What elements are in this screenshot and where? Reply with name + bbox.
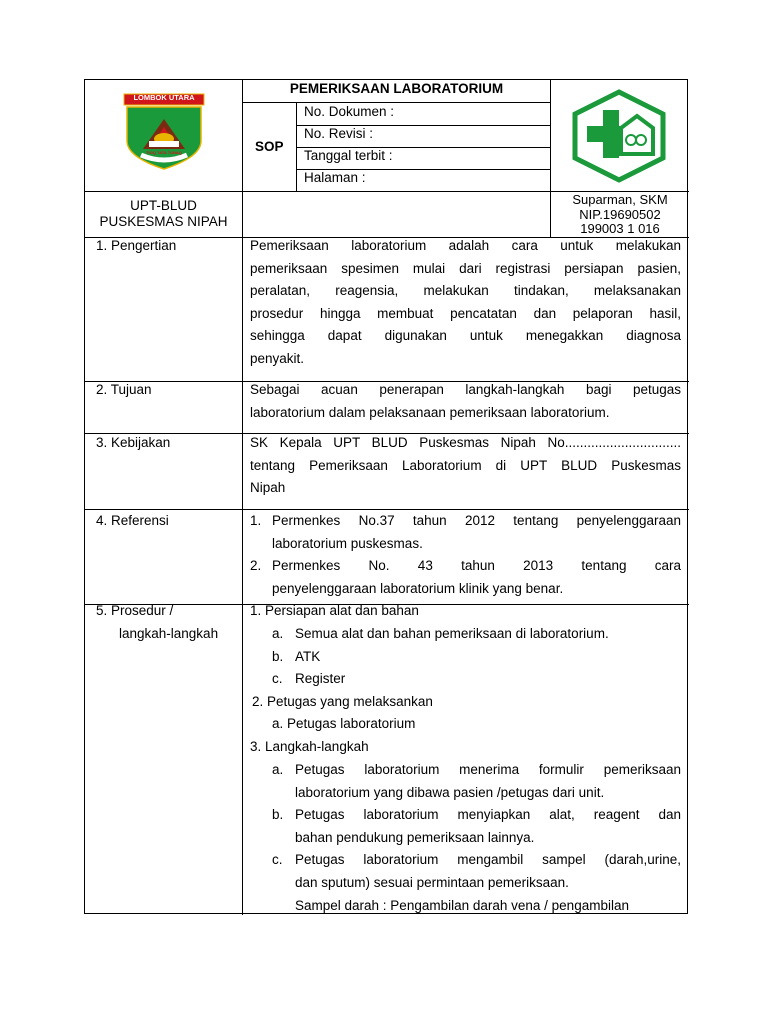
sampel-darah-line: Sampel darah : Pengambilan darah vena / pengambilan	[295, 898, 629, 913]
section-tujuan-text	[250, 379, 681, 424]
list-item-number: c.	[272, 671, 283, 686]
text-line: Petugas laboratorium mengambil sampel (darah,urine,	[295, 852, 681, 867]
section-pengertian-label: 1. Pengertian	[96, 238, 177, 253]
list-item-number: a.	[272, 626, 284, 641]
signer-block	[551, 193, 689, 237]
lombok-utara-crest-icon	[121, 91, 207, 171]
crest-motto-text: TIOQ TATA TUNAQ	[146, 150, 182, 155]
text-line: laboratorium puskesmas.	[272, 535, 423, 551]
list-item: ATK	[295, 649, 321, 664]
section-tujuan-label: 2. Tujuan	[96, 382, 152, 397]
referensi-item-1	[272, 510, 681, 555]
text-line: SK Kepala UPT BLUD Puskesmas Nipah No...............................	[250, 435, 681, 450]
text-line: bahan pendukung pemeriksaan lainnya.	[295, 829, 535, 845]
list-item-number: c.	[272, 852, 283, 867]
puskesmas-logo-icon	[569, 88, 669, 184]
referensi-item-number: 2.	[250, 558, 262, 573]
body-column-divider	[242, 237, 243, 915]
text-line: penyelenggaraan laboratorium klinik yang benar.	[272, 580, 564, 596]
text-line: Permenkes No.37 tahun 2012 tentang penyelenggaraan	[272, 513, 681, 528]
list-item-number: a.	[272, 762, 284, 777]
text-line: laboratorium dalam pelaksanaan pemeriksaan laboratorium.	[250, 404, 610, 420]
text-line: sehingga dapat digunakan untuk menegakkan diagnosa	[250, 328, 681, 343]
document-title: PEMERIKSAAN LABORATORIUM	[289, 81, 504, 96]
text-line: Petugas laboratorium menerima formulir pemeriksaan	[295, 762, 681, 777]
list-item: a. Petugas laboratorium	[272, 716, 416, 731]
list-item-number: b.	[272, 807, 284, 822]
text-line: Sebagai acuan penerapan langkah-langkah bagi petugas	[250, 382, 681, 397]
section-kebijakan-label: 3. Kebijakan	[96, 435, 171, 450]
text-line: peralatan, reagensia, melakukan tindakan, melaksanakan	[250, 283, 681, 298]
field-halaman: Halaman :	[304, 170, 366, 185]
list-item-number: b.	[272, 649, 284, 664]
field-no-revisi: No. Revisi :	[304, 126, 374, 141]
signer-name: Suparman, SKM	[572, 192, 668, 207]
langkah-item-b	[295, 804, 681, 849]
text-line: Nipah	[250, 480, 286, 495]
prosedur-step-3-heading: 3. Langkah-langkah	[250, 739, 369, 754]
list-item: Register	[295, 671, 346, 686]
list-item: Semua alat dan bahan pemeriksaan di laboratorium.	[295, 626, 609, 641]
signer-nip-line-2: 199003 1 016	[580, 221, 660, 236]
text-line: tentang Pemeriksaan Laboratorium di UPT BLUD Puskesmas	[250, 457, 681, 473]
section-prosedur-label-1: 5. Prosedur /	[96, 603, 174, 618]
field-tanggal-terbit: Tanggal terbit :	[304, 148, 393, 163]
sop-label: SOP	[255, 139, 284, 154]
section-referensi-label: 4. Referensi	[96, 513, 169, 528]
crest-banner-text: LOMBOK UTARA	[133, 93, 195, 102]
text-line: laboratorium yang dibawa pasien /petugas dari unit.	[295, 784, 605, 800]
section-pengertian-text	[250, 235, 681, 370]
langkah-item-c	[295, 849, 681, 894]
text-line: Pemeriksaan laboratorium adalah cara untuk melakukan	[250, 238, 681, 253]
text-line: prosedur hingga membuat pencatatan dan pelaporan hasil,	[250, 305, 681, 321]
langkah-item-a	[295, 759, 681, 804]
sop-document	[84, 79, 688, 914]
organization-line-2: PUSKESMAS NIPAH	[99, 214, 228, 229]
text-line: pemeriksaan spesimen mulai dari registrasi persiapan pasien,	[250, 260, 681, 276]
text-line: Permenkes No. 43 tahun 2013 tentang cara	[272, 558, 681, 573]
section-prosedur-label-2: langkah-langkah	[119, 626, 219, 641]
signer-nip-line-1: NIP.19690502	[579, 206, 661, 222]
section-kebijakan-text	[250, 432, 681, 500]
organization-name	[85, 198, 242, 230]
organization-line-1: UPT-BLUD	[130, 198, 197, 213]
referensi-item-number: 1.	[250, 513, 262, 528]
field-no-dokumen: No. Dokumen :	[304, 104, 395, 119]
title-underline	[242, 102, 550, 103]
prosedur-step-1-heading: 1. Persiapan alat dan bahan	[250, 603, 419, 618]
prosedur-step-2-heading: 2. Petugas yang melaksankan	[252, 694, 433, 709]
text-line: Petugas laboratorium menyiapkan alat, reagent dan	[295, 807, 681, 822]
text-line: penyakit.	[250, 350, 305, 366]
text-line: dan sputum) sesuai permintaan pemeriksaan.	[295, 874, 569, 890]
header-divider-left	[242, 80, 243, 237]
referensi-item-2	[272, 555, 681, 600]
